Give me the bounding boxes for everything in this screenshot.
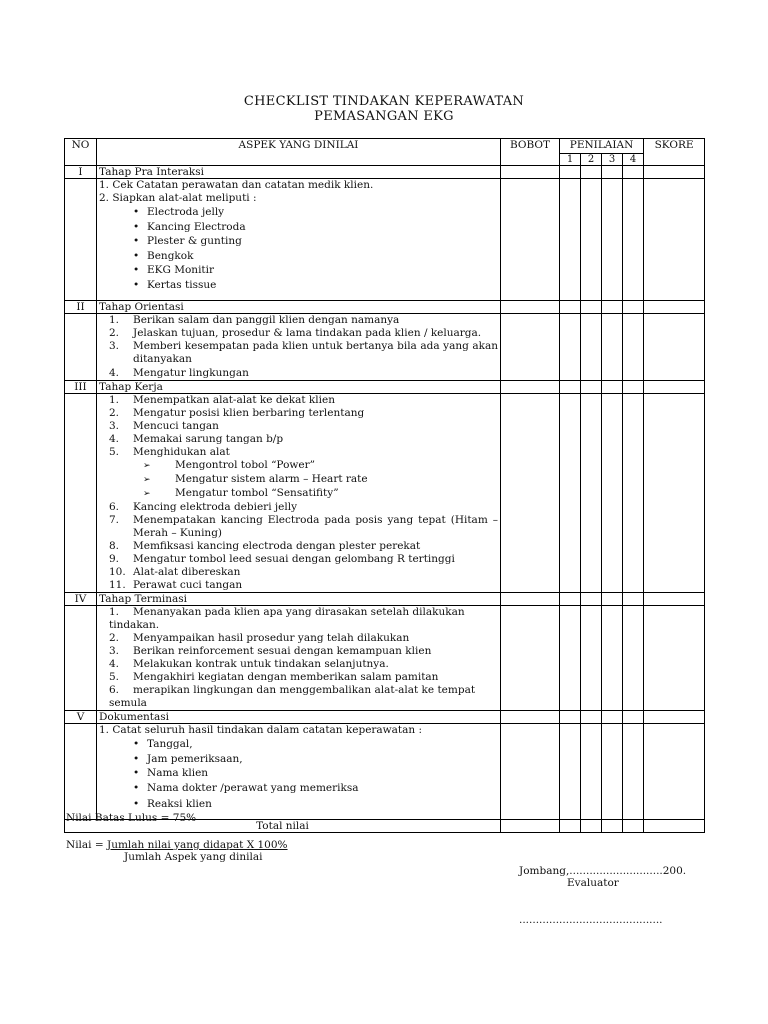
document-subtitle: PEMASANGAN EKG — [314, 109, 454, 124]
list-item: 10. Alat-alat dibereskan — [109, 566, 241, 578]
header-p3: 3 — [602, 154, 623, 166]
section-no: II — [65, 301, 97, 314]
bullet-item: • EKG Monitir — [99, 263, 498, 278]
header-penilaian: PENILAIAN — [560, 139, 644, 154]
bullet-item: • Nama klien — [99, 766, 498, 781]
list-item: 2. Menyampaikan hasil prosedur yang telah dilakukan — [109, 632, 410, 644]
list-item: 8. Memfiksasi kancing electroda dengan plester perekat — [109, 540, 421, 552]
section-title: Tahap Pra Interaksi — [97, 166, 501, 179]
arrow-item: ➢ Mengatur tombol “Sensatifity” — [99, 487, 498, 501]
section-no: I — [65, 166, 97, 179]
list-item: 3. Memberi kesempatan pada klien untuk bertanya bila ada yang akan ditanyakan — [109, 340, 498, 365]
list-item: 11. Perawat cuci tangan — [109, 579, 243, 591]
bullet-item: • Tanggal, — [99, 737, 498, 752]
bullet-item: • Reaksi klien — [99, 797, 498, 812]
section-title: Dokumentasi — [97, 711, 501, 724]
section-title: Tahap Kerja — [97, 381, 501, 394]
list-item: 2. Jelaskan tujuan, prosedur & lama tindakan pada klien / keluarga. — [109, 327, 482, 339]
bullet-item: • Kancing Electroda — [99, 220, 498, 235]
list-item: 1. Menanyakan pada klien apa yang dirasakan setelah dilakukan tindakan. — [109, 606, 465, 631]
list-item: 4. Mengatur lingkungan — [109, 367, 249, 379]
list-item: 7. Menempatakan kancing Electroda pada posis yang tepat (Hitam – Merah – Kuning) — [109, 514, 498, 539]
list-item: 3. Berikan reinforcement sesuai dengan kemampuan klien — [109, 645, 432, 657]
bullet-item: • Bengkok — [99, 249, 498, 264]
total-label: Total nilai — [65, 820, 501, 833]
list-item: 1. Berikan salam dan panggil klien dengan namanya — [109, 314, 400, 326]
bullet-item: • Plester & gunting — [99, 234, 498, 249]
arrow-item: ➢ Mengontrol tobol “Power” — [99, 459, 498, 473]
list-item: 6. merapikan lingkungan dan menggembalikan alat-alat ke tempat semula — [109, 684, 476, 709]
signature-line: ........................................... — [519, 914, 663, 926]
section-title: Tahap Terminasi — [97, 593, 501, 606]
header-p1: 1 — [560, 154, 581, 166]
header-bobot: BOBOT — [501, 139, 560, 166]
list-item: 2. Siapkan alat-alat meliputi : — [99, 192, 257, 204]
section-body — [97, 314, 501, 381]
list-item: 3. Mencuci tangan — [109, 420, 219, 432]
list-item: 2. Mengatur posisi klien berbaring terlentang — [109, 407, 365, 419]
document-title: CHECKLIST TINDAKAN KEPERAWATAN — [243, 94, 525, 109]
section-title: Tahap Orientasi — [97, 301, 501, 314]
header-p2: 2 — [581, 154, 602, 166]
list-item: 5. Mengakhiri kegiatan dengan memberikan salam pamitan — [109, 671, 439, 683]
section-body — [97, 606, 501, 711]
section-no: IV — [65, 593, 97, 606]
list-item: 1. Catat seluruh hasil tindakan dalam catatan keperawatan : — [99, 724, 423, 736]
bullet-item: • Jam pemeriksaan, — [99, 752, 498, 767]
arrow-item: ➢ Mengatur sistem alarm – Heart rate — [99, 473, 498, 487]
section-no: III — [65, 381, 97, 394]
section-body — [97, 724, 501, 820]
list-item: 1. Cek Catatan perawatan dan catatan medik klien. — [99, 179, 374, 191]
checklist-table — [64, 138, 705, 833]
list-item: 1. Menempatkan alat-alat ke dekat klien — [109, 394, 335, 406]
list-item: 9. Mengatur tombol leed sesuai dengan gelombang R tertinggi — [109, 553, 455, 565]
passing-grade: Nilai Batas Lulus = 75% — [66, 812, 197, 824]
header-p4: 4 — [623, 154, 644, 166]
section-body — [97, 394, 501, 593]
bullet-item: • Nama dokter /perawat yang memeriksa — [99, 781, 498, 796]
score-formula-denominator: Jumlah Aspek yang dinilai — [124, 851, 263, 863]
list-item: 5. Menghidukan alat — [109, 446, 230, 458]
list-item: 6. Kancing elektroda debieri jelly — [109, 501, 298, 513]
section-body — [97, 179, 501, 301]
header-aspek: ASPEK YANG DINILAI — [97, 139, 501, 166]
header-skore: SKORE — [644, 139, 705, 166]
evaluator-label: Evaluator — [567, 877, 619, 889]
score-formula: Nilai = Jumlah nilai yang didapat X 100% — [66, 839, 288, 851]
list-item: 4. Memakai sarung tangan b/p — [109, 433, 284, 445]
section-no: V — [65, 711, 97, 724]
bullet-item: • Electroda jelly — [99, 205, 498, 220]
bullet-item: • Kertas tissue — [99, 278, 498, 293]
list-item: 4. Melakukan kontrak untuk tindakan selanjutnya. — [109, 658, 389, 670]
header-no: NO — [65, 139, 97, 166]
place-date: Jombang,............................200. — [519, 865, 687, 877]
